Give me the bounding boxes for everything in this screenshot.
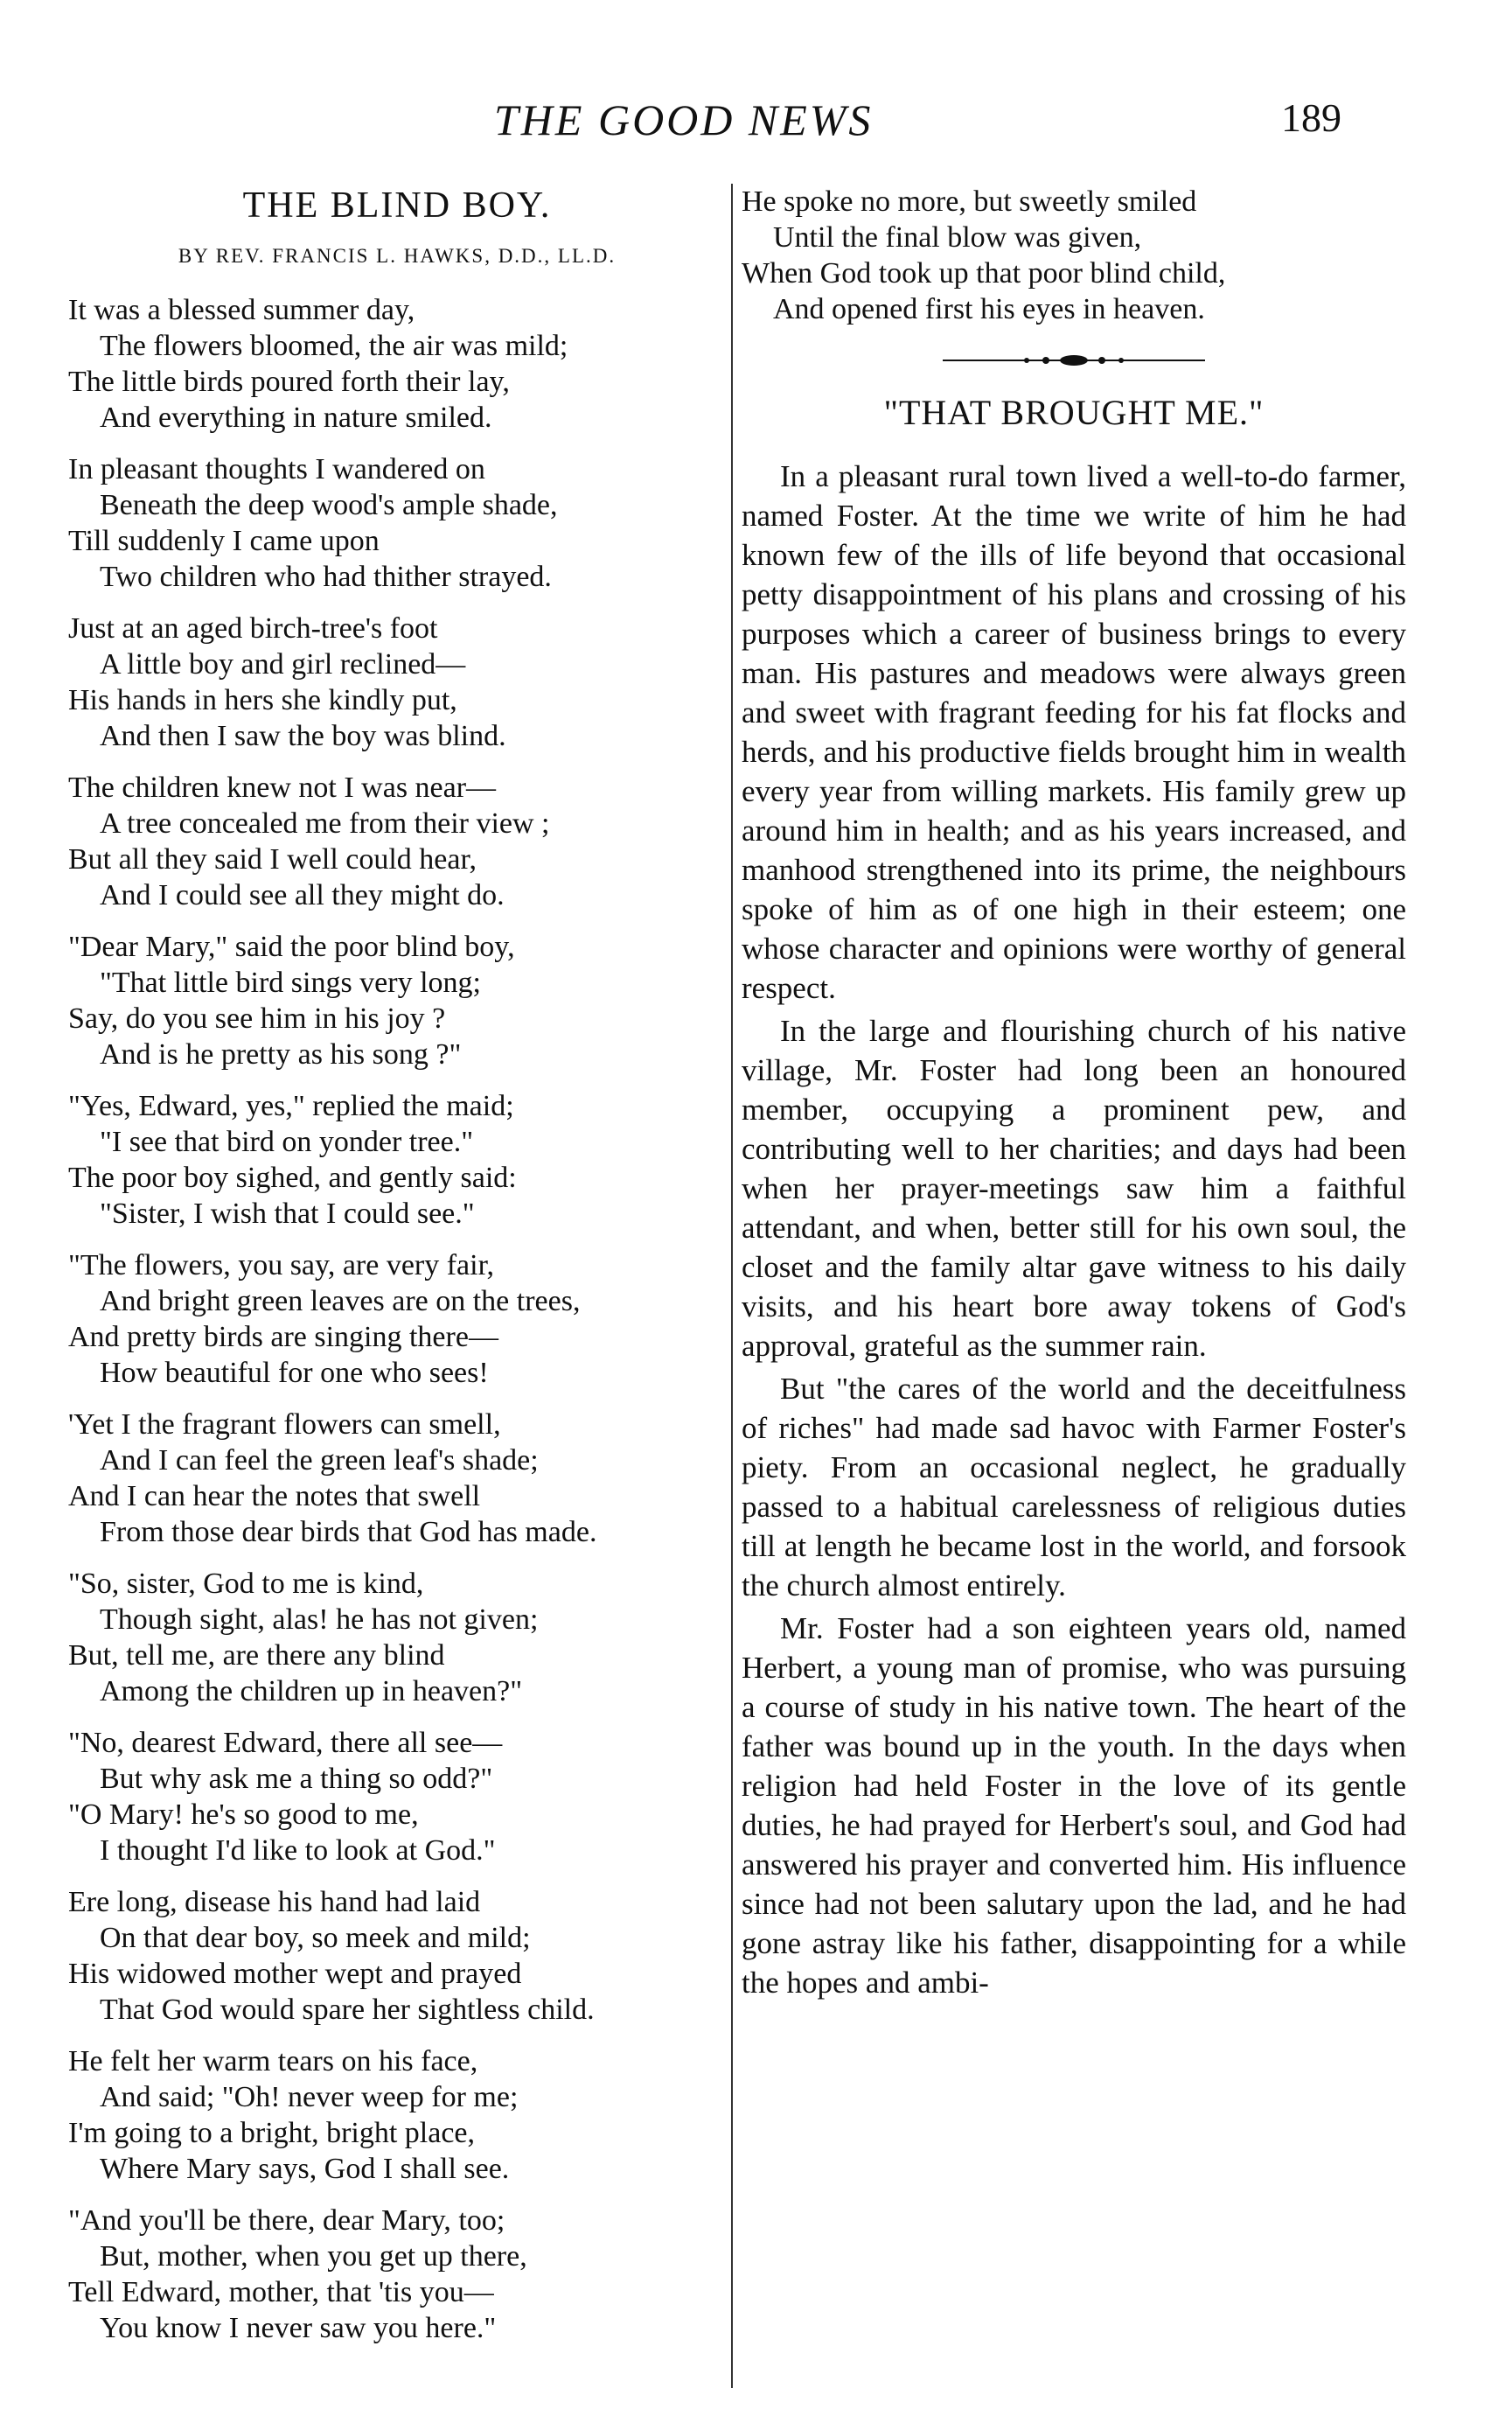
article-paragraph: In the large and flourishing church of his native village, Mr. Foster had long been an honoured member, occupying a prominent pew, and contributing well to her charities; and days had been when her prayer-meetings saw him a faithful attendant, and when, better still for his own soul, the closet and the family altar gave witness to his daily visits, and his heart bore away tokens of God's approval, grateful as the summer rain. xyxy=(742,1014,1406,1363)
poem-line: Beneath the deep wood's ample shade, xyxy=(100,489,558,521)
article-title: "THAT BROUGHT ME." xyxy=(883,393,1265,432)
poem-line: "No, dearest Edward, there all see— xyxy=(68,1727,503,1759)
poem-line: And opened first his eyes in heaven. xyxy=(773,293,1205,325)
poem-line: A little boy and girl reclined— xyxy=(100,648,466,681)
poem-line: The children knew not I was near— xyxy=(68,772,497,804)
poem-line: And said; "Oh! never weep for me; xyxy=(100,2081,519,2113)
poem-line: The little birds poured forth their lay, xyxy=(68,366,510,398)
poem-line: And then I saw the boy was blind. xyxy=(100,720,506,752)
poem-stanza xyxy=(68,1566,726,1709)
poem-line: And pretty birds are singing there— xyxy=(68,1321,498,1353)
poem-line: You know I never saw you here." xyxy=(100,2312,497,2344)
poem-stanza xyxy=(68,1407,726,1550)
poem-line: From those dear birds that God has made. xyxy=(100,1516,597,1548)
poem-line: "That little bird sings very long; xyxy=(100,967,481,999)
poem-line: Two children who had thither strayed. xyxy=(100,561,552,593)
poem-line: "I see that bird on yonder tree." xyxy=(100,1126,474,1158)
poem-line: A tree concealed me from their view ; xyxy=(100,807,550,840)
poem-line: Until the final blow was given, xyxy=(773,221,1142,254)
right-column xyxy=(742,184,1406,2006)
poem-line: That God would spare her sightless child. xyxy=(100,1994,595,2026)
poem-line: But all they said I well could hear, xyxy=(68,843,477,876)
poem-line: "Yes, Edward, yes," replied the maid; xyxy=(68,1090,514,1122)
poem-line: Till suddenly I came upon xyxy=(68,525,380,557)
poem-line: But, tell me, are there any blind xyxy=(68,1639,445,1672)
poem-line: How beautiful for one who sees! xyxy=(100,1357,489,1389)
poem-line: But, mother, when you get up there, xyxy=(100,2240,527,2273)
poem-line: And is he pretty as his song ?" xyxy=(100,1038,462,1071)
article-paragraph: Mr. Foster had a son eighteen years old, named Herbert, a young man of promise, who was pursuing a course of study in his native town. The heart of the father was bound up in the youth. In the days when religion had held Foster in the love of its gentle duties, he had prayed for Herbert's soul, and God had answered his prayer and converted him. His influence since had not been salutary upon the lad, and he had gone astray like his father, disappointing for a while the hopes and ambi- xyxy=(742,1611,1406,2000)
poem-line: Among the children up in heaven?" xyxy=(100,1675,523,1707)
poem-line: "Sister, I wish that I could see." xyxy=(100,1198,475,1230)
poem-stanza xyxy=(68,770,726,913)
poem-stanza xyxy=(68,611,726,754)
poem-line: And I can feel the green leaf's shade; xyxy=(100,1444,539,1477)
poem-title: THE BLIND BOY. xyxy=(242,185,552,226)
poem-line: And I can hear the notes that swell xyxy=(68,1480,481,1512)
left-column xyxy=(68,184,726,2362)
ornament-divider xyxy=(742,343,1406,378)
poem-line: The poor boy sighed, and gently said: xyxy=(68,1162,517,1194)
poem-stanzas xyxy=(68,292,726,2346)
poem-stanza xyxy=(68,1725,726,1868)
poem-stanza xyxy=(68,2043,726,2187)
column-rule xyxy=(731,184,733,2388)
poem-line: I thought I'd like to look at God." xyxy=(100,1834,496,1867)
poem-line: "The flowers, you say, are very fair, xyxy=(68,1249,495,1281)
poem-stanza xyxy=(68,1884,726,2028)
poem-line: "Dear Mary," said the poor blind boy, xyxy=(68,931,515,963)
poem-byline: BY REV. FRANCIS L. HAWKS, D.D., LL.D. xyxy=(178,245,617,267)
poem-line: And bright green leaves are on the trees, xyxy=(100,1285,581,1317)
running-title: THE GOOD NEWS xyxy=(494,95,874,144)
page-number: 189 xyxy=(1281,95,1341,140)
article-paragraph: In a pleasant rural town lived a well-to-do farmer, named Foster. At the time we write of him he had known few of the ills of life beyond that occasional petty disappointment of his plans and crossing of his purposes which a career of business brings to every man. His pastures and meadows were always green and sweet with fragrant feeding for his fat flocks and herds, and his productive fields brought him in wealth every year from willing markets. His family grew up around him in health; and as his years increased, and manhood strengthened into its prime, the neighbours spoke of him as of one high in their esteem; one whose character and opinions were worthy of general respect. xyxy=(742,459,1406,1005)
poem-line: When God took up that poor blind child, xyxy=(742,257,1226,290)
poem-line: "O Mary! he's so good to me, xyxy=(68,1798,419,1831)
poem-line: Just at an aged birch-tree's foot xyxy=(68,612,438,645)
poem-line: Where Mary says, God I shall see. xyxy=(100,2153,510,2185)
poem-line: But why ask me a thing so odd?" xyxy=(100,1763,493,1795)
poem-line: Say, do you see him in his joy ? xyxy=(68,1002,446,1035)
poem-line: And I could see all they might do. xyxy=(100,879,505,911)
poem-stanza xyxy=(68,929,726,1072)
poem-line: He felt her warm tears on his face, xyxy=(68,2045,478,2077)
article-paragraph: But "the cares of the world and the deceitfulness of riches" had made sad havoc with Farmer Foster's piety. From an occasional neglect, he gradually passed to a habitual carelessness of religious duties till at length he became lost in the world, and forsook the church almost entirely. xyxy=(742,1372,1406,1603)
poem-stanza xyxy=(68,1088,726,1232)
poem-stanza xyxy=(68,2203,726,2346)
poem-stanza xyxy=(68,451,726,595)
poem-stanza xyxy=(68,1247,726,1391)
poem-line: "So, sister, God to me is kind, xyxy=(68,1568,424,1600)
poem-line: Though sight, alas! he has not given; xyxy=(100,1603,539,1636)
poem-line: He spoke no more, but sweetly smiled xyxy=(742,185,1197,218)
article-body xyxy=(742,457,1406,2002)
poem-line: His widowed mother wept and prayed xyxy=(68,1958,522,1990)
poem-line: "And you'll be there, dear Mary, too; xyxy=(68,2204,505,2237)
running-header xyxy=(0,94,1512,147)
poem-line: It was a blessed summer day, xyxy=(68,294,415,326)
poem-line: Tell Edward, mother, that 'tis you— xyxy=(68,2276,494,2308)
poem-continuation xyxy=(742,184,1406,327)
poem-line: 'Yet I the fragrant flowers can smell, xyxy=(68,1408,501,1441)
poem-line: In pleasant thoughts I wandered on xyxy=(68,453,485,485)
poem-line: The flowers bloomed, the air was mild; xyxy=(100,330,568,362)
poem-line: On that dear boy, so meek and mild; xyxy=(100,1922,531,1954)
poem-stanza xyxy=(68,292,726,436)
poem-line: Ere long, disease his hand had laid xyxy=(68,1886,481,1918)
poem-line: And everything in nature smiled. xyxy=(100,402,492,434)
poem-line: His hands in hers she kindly put, xyxy=(68,684,457,716)
poem-line: I'm going to a bright, bright place, xyxy=(68,2117,476,2149)
